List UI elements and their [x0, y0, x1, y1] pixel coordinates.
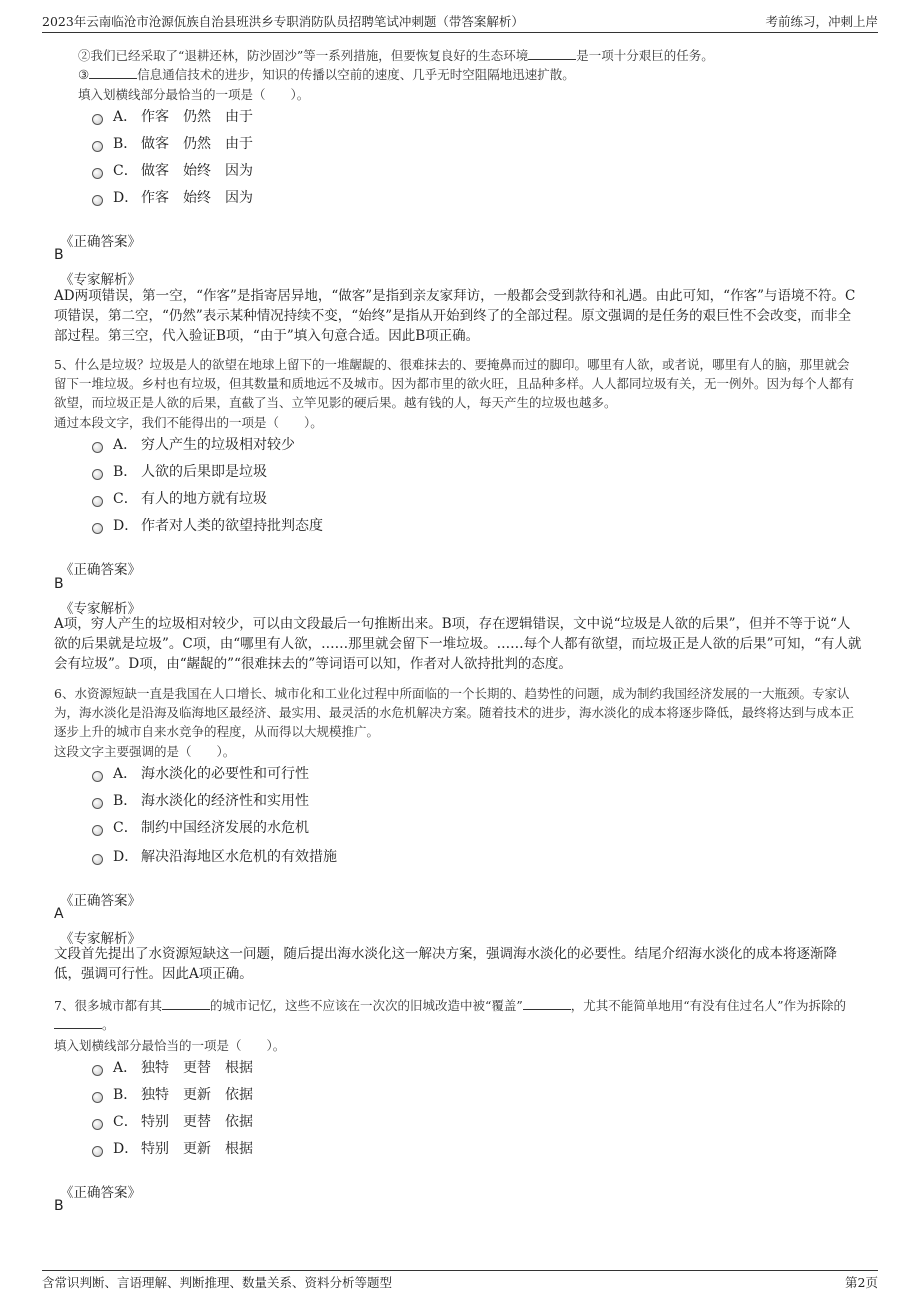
- radio-icon[interactable]: [92, 1119, 103, 1130]
- radio-icon[interactable]: [92, 1146, 103, 1157]
- q7-answer: B: [54, 1198, 64, 1214]
- fill-blank: [528, 47, 576, 60]
- radio-icon[interactable]: [92, 442, 103, 453]
- radio-icon[interactable]: [92, 523, 103, 534]
- q5-analysis-label: 《专家解析》: [60, 601, 141, 617]
- q4-line3: ③ 信息通信技术的进步，知识的传播以空前的速度、几乎无时空阻隔地迅速扩散。: [78, 67, 575, 82]
- fill-blank: [162, 997, 210, 1010]
- q5-answer: B: [54, 576, 64, 592]
- fill-blank: [54, 1016, 102, 1029]
- q4-answer-label: 《正确答案》: [60, 234, 141, 250]
- q7-option-b[interactable]: B． 独特 更新 依据: [92, 1083, 253, 1105]
- q6-option-d[interactable]: D． 解决沿海地区水危机的有效措施: [92, 845, 337, 867]
- radio-icon[interactable]: [92, 1092, 103, 1103]
- q5-prompt: 通过本段文字，我们不能得出的一项是（ ）。: [54, 415, 323, 430]
- q5-option-c[interactable]: C． 有人的地方就有垃圾: [92, 487, 267, 509]
- q4-line2: ②我们已经采取了“退耕还林，防沙固沙”等一系列措施，但要恢复良好的生态环境 是一项十分艰巨的任务。: [78, 48, 714, 63]
- q7-option-d[interactable]: D． 特别 更新 根据: [92, 1137, 253, 1159]
- q4-option-b[interactable]: B． 做客 仍然 由于: [92, 132, 253, 154]
- q4-option-c[interactable]: C． 做客 始终 因为: [92, 159, 253, 181]
- q6-analysis-label: 《专家解析》: [60, 931, 141, 947]
- page-number: 第2页: [845, 1275, 878, 1290]
- q7-option-c[interactable]: C． 特别 更替 依据: [92, 1110, 253, 1132]
- q7-option-a[interactable]: A． 独特 更替 根据: [92, 1056, 253, 1078]
- page-footer: [42, 1270, 878, 1291]
- q6-analysis: 文段首先提出了水资源短缺这一问题，随后提出海水淡化这一解决方案，强调海水淡化的必要性。结尾介绍海水淡化的成本将逐渐降低，强调可行性。因此A项正确。: [54, 946, 837, 982]
- q4-analysis: AD两项错误，第一空，“作客”是指寄居异地，“做客”是指到亲友家拜访，一般都会受到款待和礼遇。由此可知，“作客”与语境不符。C项错误，第二空，“仍然”表示某种情况持续不变，“始终”是指从开始到终了的全部过程。原文强调的是任务的艰巨性不会改变，而非全部过程。第三空，代入验证B项，“由于”填入句意合适。因此B项正确。: [54, 288, 856, 344]
- q5-option-a[interactable]: A． 穷人产生的垃圾相对较少: [92, 433, 295, 455]
- q5-answer-label: 《正确答案》: [60, 562, 141, 578]
- fill-blank: [89, 66, 137, 79]
- q6-answer: A: [54, 906, 64, 922]
- radio-icon[interactable]: [92, 496, 103, 507]
- q4-prompt: 填入划横线部分最恰当的一项是（ ）。: [78, 87, 310, 102]
- header-slogan: 考前练习，冲刺上岸: [765, 14, 878, 29]
- footer-topics: 含常识判断、言语理解、判断推理、数量关系、资料分析等题型: [42, 1275, 393, 1290]
- q4-answer: B: [54, 247, 64, 263]
- q6-answer-label: 《正确答案》: [60, 893, 141, 909]
- q5-analysis: A项，穷人产生的垃圾相对较少，可以由文段最后一句推断出来。B项，存在逻辑错误，文中说“垃圾是人欲的后果”，但并不等于说“人欲的后果就是垃圾”。C项，由“哪里有人欲，……那里就会留下一堆垃圾。……每个人都有欲望，而垃圾正是人欲的后果”可知，“有人就会有垃圾”。D项，由“龌龊的”“很难抹去的”等词语可以知，作者对人欲持批判的态度。: [54, 616, 862, 672]
- q5-stem: 5、什么是垃圾？垃圾是人的欲望在地球上留下的一堆龌龊的、很难抹去的、要掩鼻而过的脚印。哪里有人欲，或者说，哪里有人的脑，那里就会留下一堆垃圾。乡村也有垃圾，但其数量和质地远不及城市。因为都市里的欲火旺，且品种多样。人人都同垃圾有关，无一例外。因为每个人都有欲望，而垃圾正是人欲的后果，直截了当、立竿见影的硬后果。越有钱的人，每天产生的垃圾也越多。: [54, 357, 855, 410]
- q6-option-c[interactable]: C． 制约中国经济发展的水危机: [92, 816, 309, 838]
- radio-icon[interactable]: [92, 195, 103, 206]
- radio-icon[interactable]: [92, 825, 103, 836]
- radio-icon[interactable]: [92, 798, 103, 809]
- radio-icon[interactable]: [92, 168, 103, 179]
- fill-blank: [523, 997, 571, 1010]
- radio-icon[interactable]: [92, 141, 103, 152]
- radio-icon[interactable]: [92, 854, 103, 865]
- document-title: 2023年云南临沧市沧源佤族自治县班洪乡专职消防队员招聘笔试冲刺题（带答案解析）: [42, 14, 524, 29]
- q7-prompt: 填入划横线部分最恰当的一项是（ ）。: [54, 1038, 286, 1053]
- q4-option-d[interactable]: D． 作客 始终 因为: [92, 186, 253, 208]
- radio-icon[interactable]: [92, 114, 103, 125]
- radio-icon[interactable]: [92, 771, 103, 782]
- q5-option-d[interactable]: D． 作者对人类的欲望持批判态度: [92, 514, 323, 536]
- radio-icon[interactable]: [92, 1065, 103, 1076]
- q7-answer-label: 《正确答案》: [60, 1185, 141, 1201]
- q5-option-b[interactable]: B． 人欲的后果即是垃圾: [92, 460, 267, 482]
- q7-stem: 7、很多城市都有其 的城市记忆，这些不应该在一次次的旧城改造中被“覆盖” ，尤其不能简单地用“有没有住过名人”作为拆除的。: [54, 998, 847, 1032]
- page-header: [42, 10, 878, 33]
- q6-prompt: 这段文字主要强调的是（ ）。: [54, 744, 236, 759]
- q6-stem: 6、水资源短缺一直是我国在人口增长、城市化和工业化过程中所面临的一个长期的、趋势性的问题，成为制约我国经济发展的一大瓶颈。专家认为，海水淡化是沿海及临海地区最经济、最实用、最灵活的水危机解决方案。随着技术的进步，海水淡化的成本将逐步降低，最终将达到与成本正逐步上升的城市自来水竞争的程度，从而得以大规模推广。: [54, 686, 855, 739]
- radio-icon[interactable]: [92, 469, 103, 480]
- q4-option-a[interactable]: A． 作客 仍然 由于: [92, 105, 253, 127]
- q6-option-b[interactable]: B． 海水淡化的经济性和实用性: [92, 789, 309, 811]
- q4-analysis-label: 《专家解析》: [60, 272, 141, 288]
- q6-option-a[interactable]: A． 海水淡化的必要性和可行性: [92, 762, 309, 784]
